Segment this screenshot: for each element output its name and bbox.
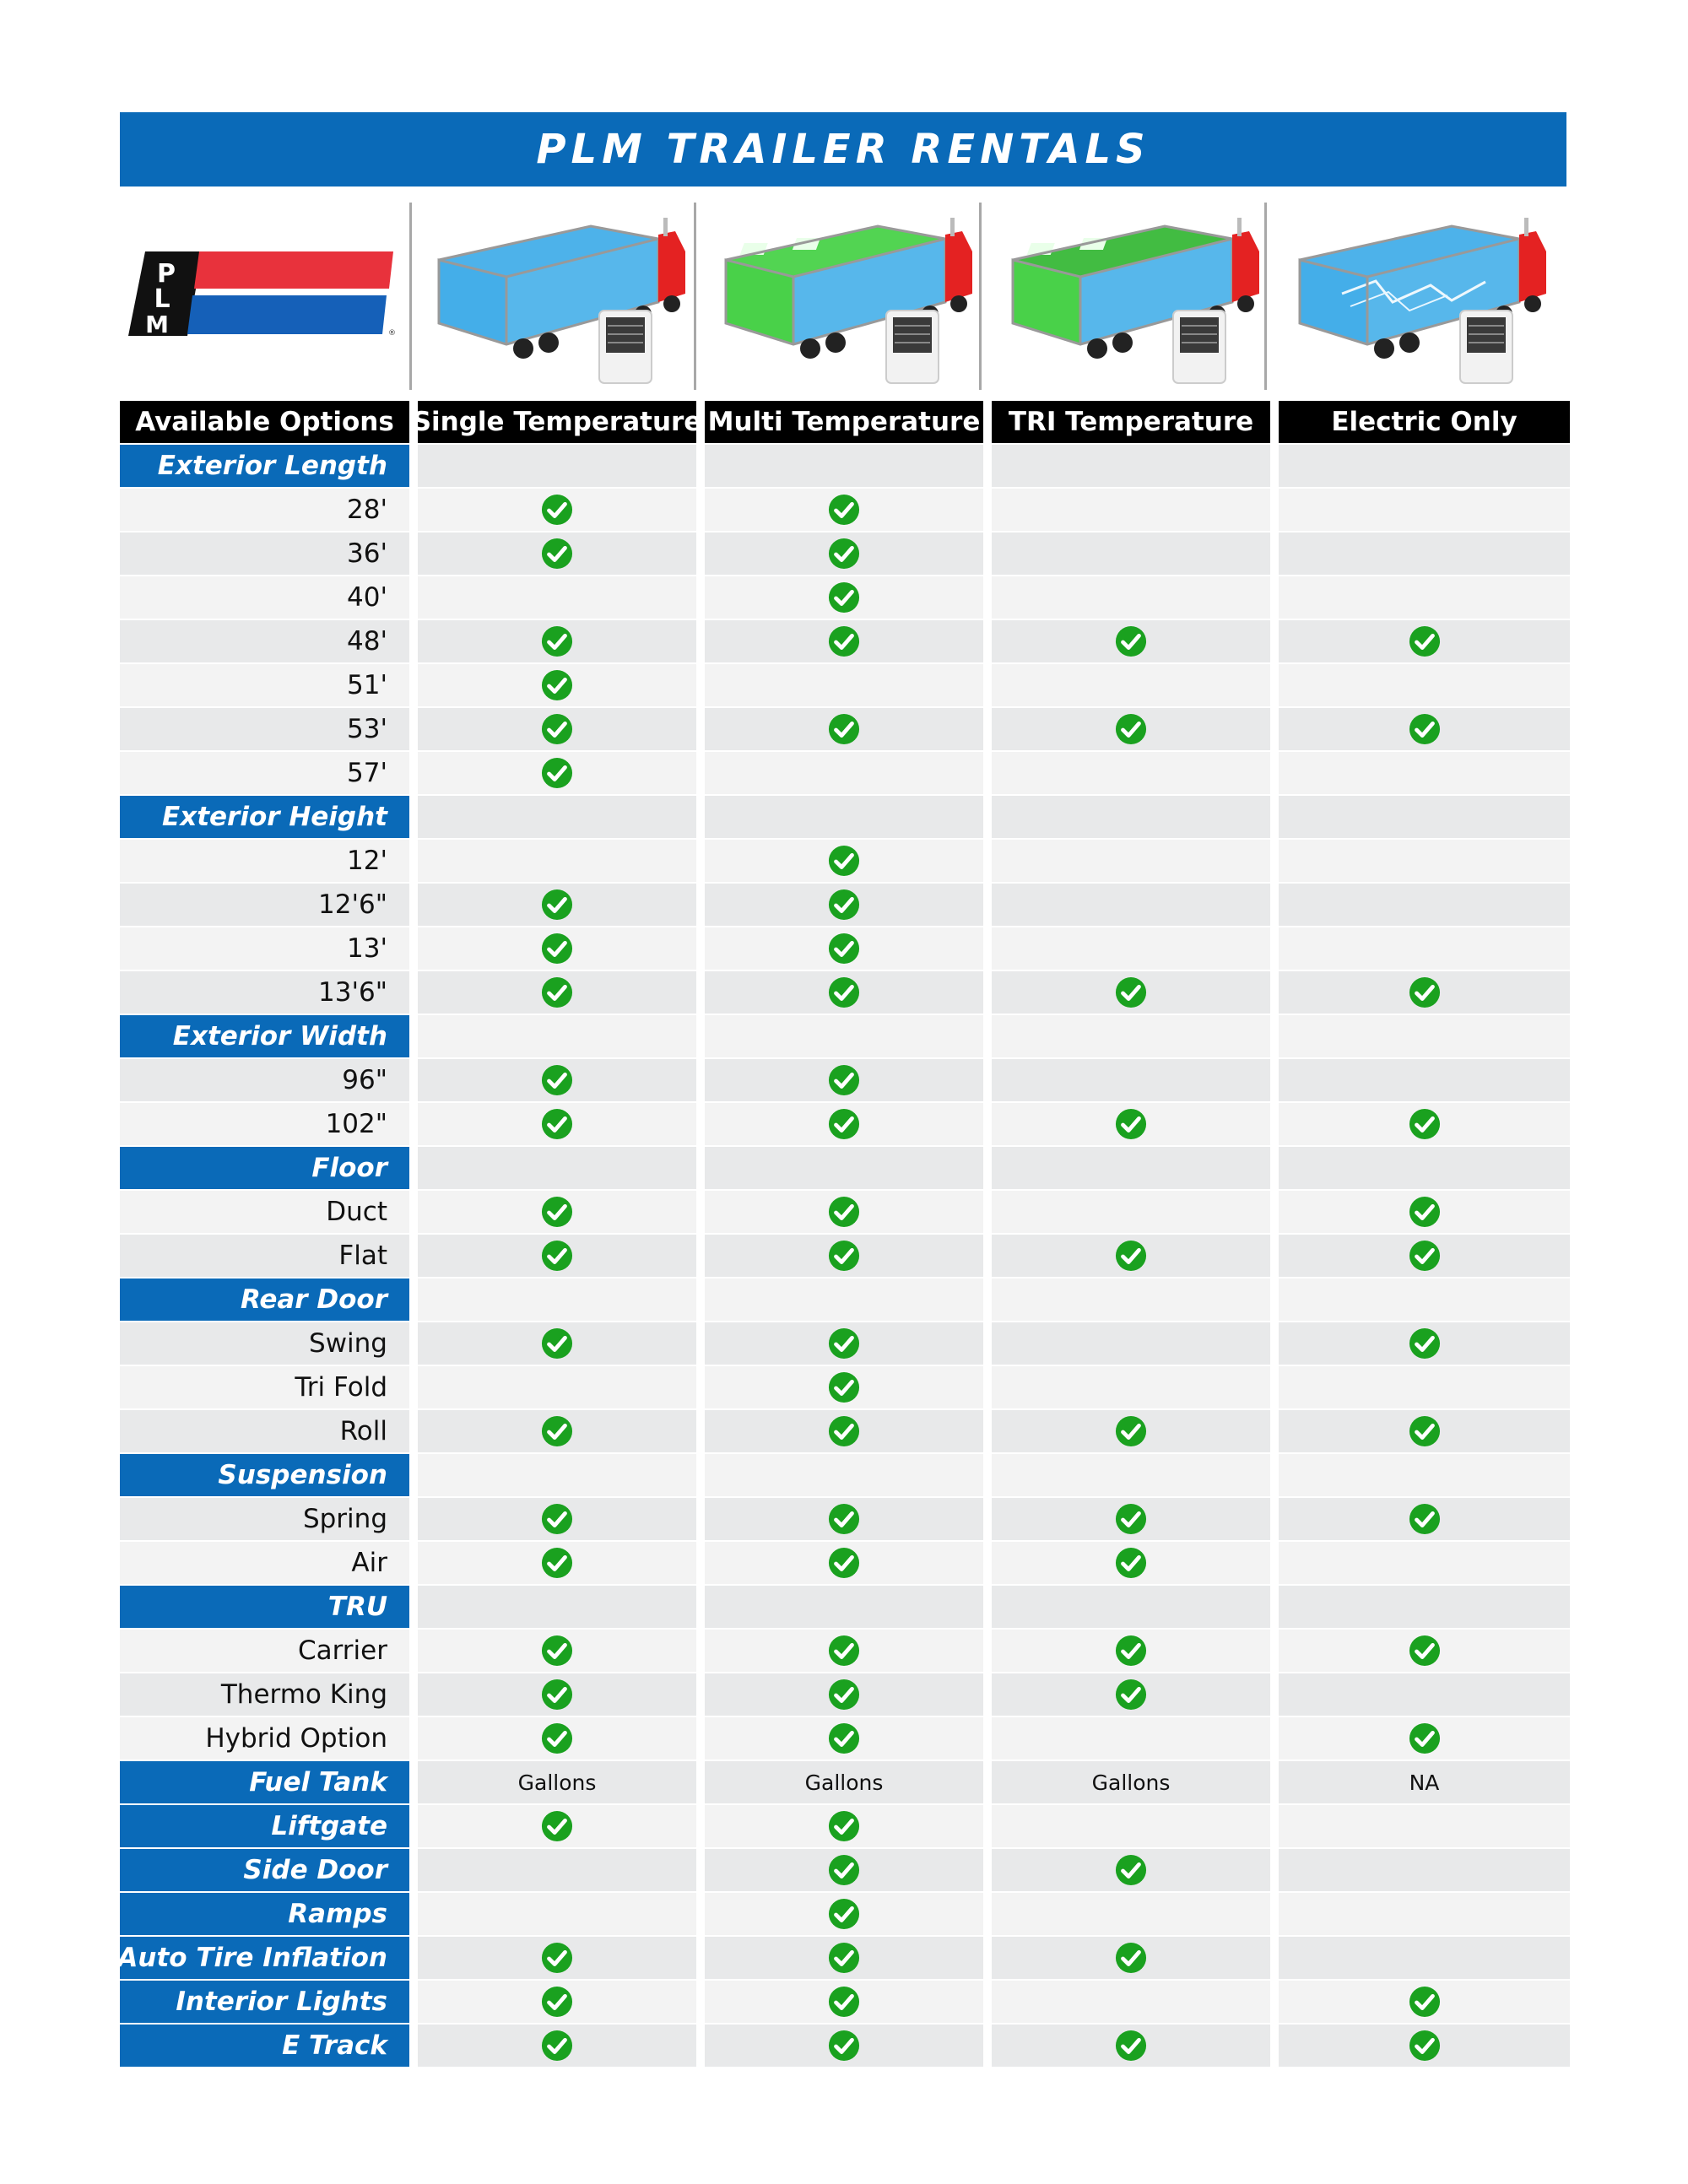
- table-cell: [1279, 1586, 1570, 1628]
- check-icon: [828, 1503, 860, 1535]
- check-icon: [1115, 1679, 1147, 1711]
- option-label: 57': [120, 752, 409, 794]
- tri-temperature-trailer-image: [996, 201, 1274, 392]
- multi-temperature-trailer-image: [709, 201, 987, 392]
- table-cell: [418, 884, 696, 926]
- check-icon: [828, 538, 860, 570]
- table-cell: [418, 840, 696, 882]
- table-cell: [992, 1366, 1270, 1408]
- check-icon: [1409, 1108, 1441, 1140]
- section-label: E Track: [120, 2025, 409, 2067]
- check-icon: [828, 933, 860, 965]
- table-cell: [418, 1059, 696, 1101]
- svg-text:®: ®: [388, 329, 396, 336]
- table-cell: [705, 2025, 983, 2067]
- table-cell: [705, 1542, 983, 1584]
- table-cell: [1279, 1893, 1570, 1935]
- section-label: Ramps: [120, 1893, 409, 1935]
- check-icon: [1409, 713, 1441, 745]
- check-icon: [828, 1635, 860, 1667]
- cell-text: NA: [1409, 1770, 1440, 1795]
- table-cell: [992, 664, 1270, 706]
- option-label: 12': [120, 840, 409, 882]
- table-cell: [992, 1322, 1270, 1365]
- table-cell: [418, 532, 696, 575]
- check-icon: [1115, 2030, 1147, 2062]
- check-icon: [1409, 625, 1441, 657]
- section-label: Floor: [120, 1147, 409, 1189]
- table-cell: [1279, 1498, 1570, 1540]
- table-cell: [705, 1015, 983, 1057]
- check-icon: [541, 976, 573, 1008]
- table-cell: [705, 1981, 983, 2023]
- table-cell: [705, 796, 983, 838]
- table-cell: [992, 752, 1270, 794]
- table-cell: [418, 1410, 696, 1452]
- cell-text: Gallons: [517, 1770, 597, 1795]
- check-icon: [828, 1679, 860, 1711]
- option-label: 53': [120, 708, 409, 750]
- table-cell: [992, 489, 1270, 531]
- header-multi-temperature: Multi Temperature: [705, 401, 983, 443]
- table-cell: [1279, 796, 1570, 838]
- table-cell: [418, 1673, 696, 1716]
- check-icon: [1409, 1327, 1441, 1360]
- check-icon: [828, 1722, 860, 1754]
- check-icon: [1409, 1503, 1441, 1535]
- table-cell: [1279, 2025, 1570, 2067]
- table-cell: [992, 1103, 1270, 1145]
- table-cell: [705, 1454, 983, 1496]
- check-icon: [541, 1196, 573, 1228]
- table-cell: [1279, 532, 1570, 575]
- check-icon: [541, 1327, 573, 1360]
- single-temperature-trailer-image: [422, 201, 701, 392]
- table-cell: [992, 532, 1270, 575]
- table-cell: [1279, 1015, 1570, 1057]
- table-cell: [1279, 1761, 1570, 1803]
- table-cell: [705, 1366, 983, 1408]
- table-cell: [705, 620, 983, 662]
- check-icon: [1115, 1503, 1147, 1535]
- page-title: PLM TRAILER RENTALS: [120, 112, 1566, 187]
- check-icon: [828, 1547, 860, 1579]
- table-cell: [705, 1586, 983, 1628]
- plm-logo-icon: [127, 251, 397, 336]
- header-tri-temperature: TRI Temperature: [992, 401, 1270, 443]
- cell-text: Gallons: [1091, 1770, 1171, 1795]
- table-cell: [992, 1761, 1270, 1803]
- table-cell: [705, 840, 983, 882]
- table-cell: [1279, 752, 1570, 794]
- table-cell: [418, 1235, 696, 1277]
- check-icon: [541, 1722, 573, 1754]
- table-cell: [992, 445, 1270, 487]
- check-icon: [828, 845, 860, 877]
- table-cell: [705, 1279, 983, 1321]
- table-cell: [705, 927, 983, 970]
- table-cell: [418, 489, 696, 531]
- table-cell: [705, 884, 983, 926]
- table-cell: [1279, 1805, 1570, 1847]
- table-cell: [992, 1981, 1270, 2023]
- table-cell: [418, 620, 696, 662]
- check-icon: [1115, 625, 1147, 657]
- check-icon: [541, 889, 573, 921]
- section-label: Exterior Height: [120, 796, 409, 838]
- table-cell: [1279, 1849, 1570, 1891]
- check-icon: [541, 1986, 573, 2018]
- table-cell: [1279, 620, 1570, 662]
- electric-only-trailer-image: [1283, 201, 1561, 392]
- table-cell: [418, 1322, 696, 1365]
- check-icon: [541, 2030, 573, 2062]
- table-cell: [992, 1410, 1270, 1452]
- table-cell: [418, 1630, 696, 1672]
- table-cell: [992, 1893, 1270, 1935]
- check-icon: [1409, 1722, 1441, 1754]
- check-icon: [541, 538, 573, 570]
- check-icon: [1409, 2030, 1441, 2062]
- option-label: Duct: [120, 1191, 409, 1233]
- table-cell: [992, 2025, 1270, 2067]
- table-cell: [1279, 1981, 1570, 2023]
- check-icon: [1115, 1635, 1147, 1667]
- table-cell: [705, 664, 983, 706]
- table-cell: [418, 1981, 696, 2023]
- option-label: Hybrid Option: [120, 1717, 409, 1760]
- table-cell: [418, 752, 696, 794]
- table-cell: [418, 664, 696, 706]
- section-label: TRU: [120, 1586, 409, 1628]
- section-label: Exterior Width: [120, 1015, 409, 1057]
- table-cell: [1279, 489, 1570, 531]
- table-cell: [1279, 1103, 1570, 1145]
- option-label: Thermo King: [120, 1673, 409, 1716]
- check-icon: [828, 494, 860, 526]
- header-single-temperature: Single Temperature: [418, 401, 696, 443]
- check-icon: [828, 1240, 860, 1272]
- option-label: 13'6": [120, 971, 409, 1014]
- section-label: Fuel Tank: [120, 1761, 409, 1803]
- check-icon: [541, 933, 573, 965]
- check-icon: [828, 1327, 860, 1360]
- section-label: Exterior Length: [120, 445, 409, 487]
- table-cell: [1279, 1454, 1570, 1496]
- option-label: 96": [120, 1059, 409, 1101]
- plm-logo: [127, 251, 397, 336]
- table-cell: [992, 1235, 1270, 1277]
- section-label: Interior Lights: [120, 1981, 409, 2023]
- table-cell: [705, 1805, 983, 1847]
- table-cell: [418, 1586, 696, 1628]
- check-icon: [541, 1547, 573, 1579]
- table-cell: [1279, 1147, 1570, 1189]
- table-cell: [418, 576, 696, 619]
- table-cell: [992, 971, 1270, 1014]
- table-cell: [1279, 927, 1570, 970]
- table-cell: [705, 1103, 983, 1145]
- table-cell: [992, 840, 1270, 882]
- header-available-options: Available Options: [120, 401, 409, 443]
- table-cell: [1279, 840, 1570, 882]
- option-label: Spring: [120, 1498, 409, 1540]
- table-cell: [992, 1717, 1270, 1760]
- table-cell: [1279, 1322, 1570, 1365]
- table-cell: [1279, 1717, 1570, 1760]
- table-cell: [992, 1937, 1270, 1979]
- section-label: Suspension: [120, 1454, 409, 1496]
- table-cell: [705, 1673, 983, 1716]
- table-cell: [418, 1893, 696, 1935]
- check-icon: [828, 1810, 860, 1842]
- table-cell: [418, 1937, 696, 1979]
- table-cell: [1279, 708, 1570, 750]
- table-cell: [418, 1191, 696, 1233]
- option-label: Flat: [120, 1235, 409, 1277]
- table-cell: [705, 1235, 983, 1277]
- table-cell: [1279, 576, 1570, 619]
- table-cell: [1279, 1937, 1570, 1979]
- check-icon: [1115, 1108, 1147, 1140]
- table-cell: [418, 1279, 696, 1321]
- column-divider: [409, 203, 412, 390]
- table-cell: [705, 1191, 983, 1233]
- table-cell: [1279, 1410, 1570, 1452]
- table-cell: [705, 1147, 983, 1189]
- check-icon: [541, 1810, 573, 1842]
- check-icon: [1115, 1240, 1147, 1272]
- table-cell: [1279, 664, 1570, 706]
- table-cell: [992, 1147, 1270, 1189]
- option-label: Tri Fold: [120, 1366, 409, 1408]
- table-cell: [418, 445, 696, 487]
- check-icon: [541, 625, 573, 657]
- table-cell: [992, 1849, 1270, 1891]
- table-cell: [1279, 1191, 1570, 1233]
- table-cell: [418, 1498, 696, 1540]
- table-cell: [418, 1717, 696, 1760]
- check-icon: [1115, 1415, 1147, 1447]
- check-icon: [828, 889, 860, 921]
- check-icon: [828, 713, 860, 745]
- table-cell: [992, 927, 1270, 970]
- check-icon: [1409, 976, 1441, 1008]
- option-label: 12'6": [120, 884, 409, 926]
- table-cell: [418, 1849, 696, 1891]
- check-icon: [1409, 1240, 1441, 1272]
- check-icon: [828, 1196, 860, 1228]
- cell-text: Gallons: [804, 1770, 884, 1795]
- table-cell: [992, 1673, 1270, 1716]
- table-cell: [1279, 1673, 1570, 1716]
- option-label: 36': [120, 532, 409, 575]
- svg-text:P: P: [157, 259, 176, 289]
- table-cell: [992, 1279, 1270, 1321]
- table-cell: [705, 708, 983, 750]
- table-cell: [992, 1191, 1270, 1233]
- table-cell: [418, 971, 696, 1014]
- check-icon: [1115, 1942, 1147, 1974]
- check-icon: [541, 494, 573, 526]
- table-cell: [705, 1761, 983, 1803]
- check-icon: [541, 669, 573, 701]
- table-cell: [992, 796, 1270, 838]
- table-cell: [992, 1454, 1270, 1496]
- table-cell: [418, 708, 696, 750]
- check-icon: [828, 1064, 860, 1096]
- table-cell: [1279, 884, 1570, 926]
- check-icon: [828, 1371, 860, 1403]
- table-cell: [705, 752, 983, 794]
- check-icon: [828, 1942, 860, 1974]
- option-label: 48': [120, 620, 409, 662]
- table-cell: [705, 1322, 983, 1365]
- table-cell: [418, 1015, 696, 1057]
- check-icon: [541, 1415, 573, 1447]
- option-label: 51': [120, 664, 409, 706]
- check-icon: [1115, 1854, 1147, 1886]
- table-cell: [705, 1717, 983, 1760]
- table-cell: [705, 1630, 983, 1672]
- check-icon: [541, 1635, 573, 1667]
- option-label: 28': [120, 489, 409, 531]
- check-icon: [541, 1240, 573, 1272]
- table-cell: [992, 1059, 1270, 1101]
- option-label: 102": [120, 1103, 409, 1145]
- table-cell: [992, 1015, 1270, 1057]
- check-icon: [828, 581, 860, 614]
- section-label: Auto Tire Inflation: [120, 1937, 409, 1979]
- table-cell: [992, 576, 1270, 619]
- table-cell: [1279, 971, 1570, 1014]
- option-label: 40': [120, 576, 409, 619]
- table-cell: [418, 796, 696, 838]
- table-cell: [705, 489, 983, 531]
- table-cell: [418, 1366, 696, 1408]
- table-cell: [705, 1893, 983, 1935]
- option-label: 13': [120, 927, 409, 970]
- table-cell: [992, 1630, 1270, 1672]
- check-icon: [828, 1854, 860, 1886]
- table-cell: [418, 1103, 696, 1145]
- table-cell: [418, 1542, 696, 1584]
- table-cell: [992, 1586, 1270, 1628]
- table-cell: [992, 708, 1270, 750]
- table-cell: [1279, 1630, 1570, 1672]
- check-icon: [1409, 1635, 1441, 1667]
- check-icon: [828, 1898, 860, 1930]
- check-icon: [541, 1503, 573, 1535]
- table-cell: [992, 1542, 1270, 1584]
- check-icon: [541, 1064, 573, 1096]
- table-cell: [705, 1059, 983, 1101]
- option-label: Swing: [120, 1322, 409, 1365]
- check-icon: [1409, 1986, 1441, 2018]
- option-label: Air: [120, 1542, 409, 1584]
- table-cell: [705, 532, 983, 575]
- check-icon: [1115, 1547, 1147, 1579]
- svg-text:L: L: [154, 284, 170, 314]
- header-electric-only: Electric Only: [1279, 401, 1570, 443]
- table-cell: [992, 1805, 1270, 1847]
- check-icon: [541, 1108, 573, 1140]
- check-icon: [541, 1942, 573, 1974]
- table-cell: [705, 445, 983, 487]
- table-cell: [1279, 1059, 1570, 1101]
- table-cell: [418, 1454, 696, 1496]
- table-cell: [705, 1498, 983, 1540]
- check-icon: [1115, 713, 1147, 745]
- check-icon: [828, 976, 860, 1008]
- table-cell: [1279, 1542, 1570, 1584]
- table-cell: [1279, 1279, 1570, 1321]
- table-cell: [992, 884, 1270, 926]
- check-icon: [1409, 1415, 1441, 1447]
- check-icon: [541, 713, 573, 745]
- check-icon: [1115, 976, 1147, 1008]
- table-cell: [418, 2025, 696, 2067]
- table-cell: [1279, 445, 1570, 487]
- check-icon: [828, 2030, 860, 2062]
- table-cell: [418, 1805, 696, 1847]
- table-cell: [1279, 1366, 1570, 1408]
- table-cell: [418, 927, 696, 970]
- check-icon: [828, 1108, 860, 1140]
- table-cell: [705, 971, 983, 1014]
- check-icon: [828, 625, 860, 657]
- options-table: [117, 401, 1570, 2067]
- section-label: Side Door: [120, 1849, 409, 1891]
- table-cell: [705, 1410, 983, 1452]
- table-cell: [705, 1849, 983, 1891]
- table-cell: [705, 576, 983, 619]
- check-icon: [541, 1679, 573, 1711]
- table-cell: [992, 1498, 1270, 1540]
- section-label: Liftgate: [120, 1805, 409, 1847]
- table-cell: [418, 1147, 696, 1189]
- check-icon: [828, 1986, 860, 2018]
- table-cell: [1279, 1235, 1570, 1277]
- svg-text:M: M: [145, 311, 169, 336]
- option-label: Carrier: [120, 1630, 409, 1672]
- check-icon: [541, 757, 573, 789]
- option-label: Roll: [120, 1410, 409, 1452]
- check-icon: [828, 1415, 860, 1447]
- table-cell: [705, 1937, 983, 1979]
- section-label: Rear Door: [120, 1279, 409, 1321]
- table-cell: [992, 620, 1270, 662]
- check-icon: [1409, 1196, 1441, 1228]
- table-cell: [418, 1761, 696, 1803]
